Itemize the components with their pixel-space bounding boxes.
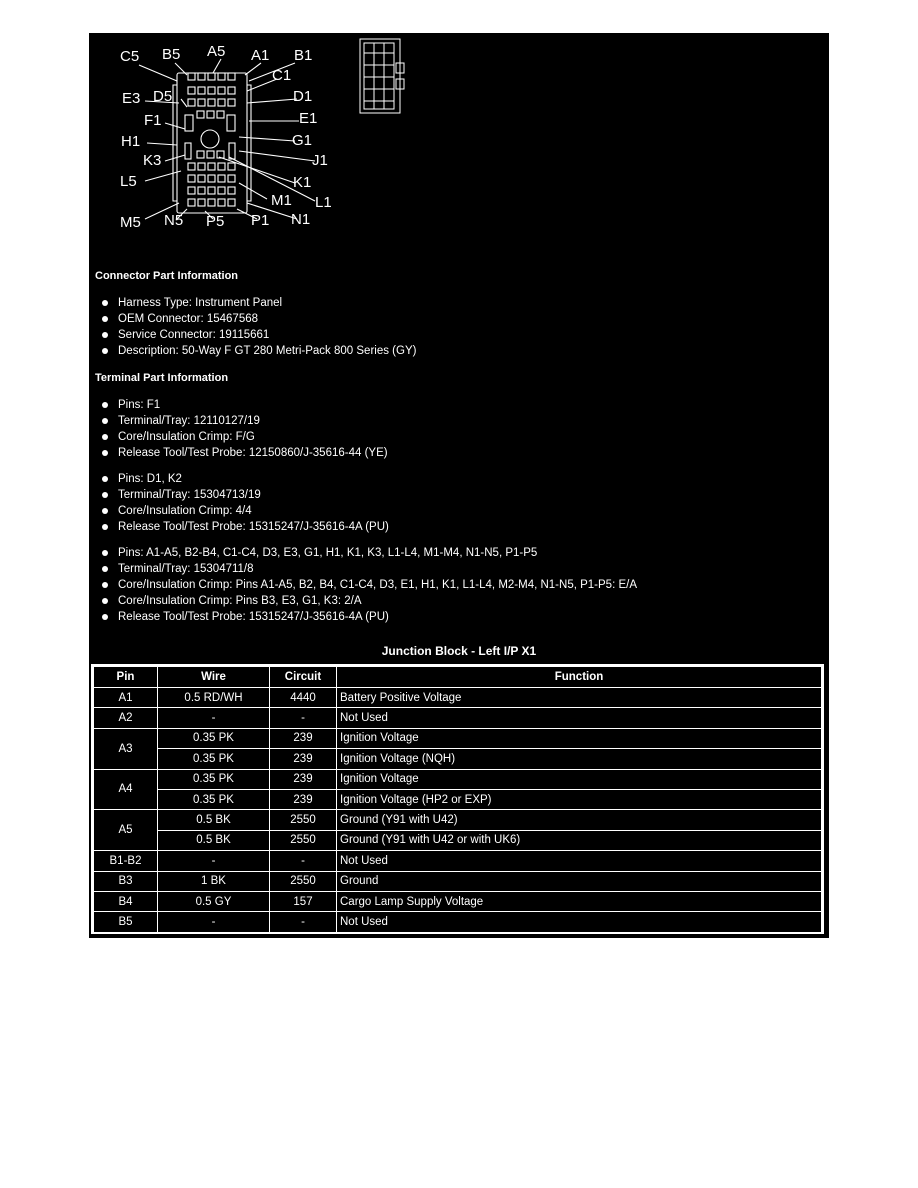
terminal-group-3: [89, 545, 637, 625]
pin-cavity: [218, 87, 225, 94]
cell-wire: -: [158, 851, 270, 871]
terminal-info-item: Core/Insulation Crimp: Pins B3, E3, G1, K3: 2/A: [89, 593, 637, 609]
pin-label: A1: [251, 47, 270, 64]
table-row: [94, 810, 822, 830]
pin-label: E3: [122, 90, 141, 107]
pin-label: G1: [292, 132, 313, 149]
pin-label: K3: [143, 152, 162, 169]
cell-function: Ground (Y91 with U42): [337, 810, 822, 830]
pin-label: M5: [120, 214, 141, 231]
pin-label: A5: [207, 43, 226, 60]
cell-circuit: -: [270, 708, 337, 728]
pin-label: B1: [294, 47, 313, 64]
cell-function: Ignition Voltage (NQH): [337, 749, 822, 769]
terminal-group-2: [89, 471, 389, 535]
cell-wire: 0.5 RD/WH: [158, 688, 270, 708]
pin-cavity: [228, 99, 235, 106]
connector-part-info-list: [89, 295, 416, 359]
cell-circuit: 2550: [270, 810, 337, 830]
pin-label: B5: [162, 46, 181, 63]
pin-cavity: [198, 73, 205, 80]
cell-pin: B1-B2: [94, 851, 158, 871]
header-wire: Wire: [158, 667, 270, 688]
pin-cavity: [228, 87, 235, 94]
cell-wire: 0.5 BK: [158, 830, 270, 850]
cell-function: Ignition Voltage (HP2 or EXP): [337, 789, 822, 809]
pin-label: F1: [144, 112, 162, 129]
pin-cavity: [208, 73, 215, 80]
cell-circuit: 239: [270, 749, 337, 769]
pin-cavity: [217, 111, 224, 118]
terminal-info-item: Pins: A1-A5, B2-B4, C1-C4, D3, E3, G1, H1, K1, K3, L1-L4, M1-M4, N1-N5, P1-P5: [89, 545, 637, 561]
pin-label: E1: [299, 110, 318, 127]
pin-label: K1: [293, 174, 312, 191]
pin-cavity: [218, 199, 225, 206]
pin-cavity: [228, 73, 235, 80]
table-row: [94, 769, 822, 789]
terminal-info-item: Pins: D1, K2: [89, 471, 389, 487]
table-row: [94, 912, 822, 932]
pin-label: L5: [120, 173, 137, 190]
connector-part-info-title: Connector Part Information: [95, 270, 239, 282]
pin-label: D1: [293, 88, 313, 105]
cell-function: Not Used: [337, 912, 822, 932]
cell-function: Ground: [337, 871, 822, 891]
pin-cavity: [228, 175, 235, 182]
table-row: [94, 871, 822, 891]
pin-label: J1: [312, 152, 328, 169]
pin-cavity: [198, 163, 205, 170]
cell-wire: -: [158, 708, 270, 728]
pin-cavity: [197, 151, 204, 158]
table-row: [94, 789, 822, 809]
cell-circuit: 2550: [270, 871, 337, 891]
terminal-info-item: Terminal/Tray: 15304711/8: [89, 561, 637, 577]
table-row: [94, 728, 822, 748]
document-panel: [89, 33, 829, 938]
connector-face-diagram: [89, 33, 829, 248]
cell-function: Battery Positive Voltage: [337, 688, 822, 708]
cell-circuit: 239: [270, 789, 337, 809]
cell-wire: 0.35 PK: [158, 749, 270, 769]
pin-cavity: [198, 175, 205, 182]
cell-pin: A5: [94, 810, 158, 851]
terminal-info-item: Core/Insulation Crimp: F/G: [89, 429, 388, 445]
terminal-info-item: Core/Insulation Crimp: 4/4: [89, 503, 389, 519]
pin-cavity: [188, 163, 195, 170]
pin-cavity: [218, 187, 225, 194]
pin-label: P1: [251, 212, 270, 229]
pin-label: P5: [206, 213, 225, 230]
pin-cavity: [198, 199, 205, 206]
pin-cavity: [208, 175, 215, 182]
cell-pin: B5: [94, 912, 158, 932]
pin-cavity: [228, 187, 235, 194]
cell-circuit: 4440: [270, 688, 337, 708]
pin-cavity: [198, 187, 205, 194]
pin-cavity: [188, 73, 195, 80]
table-row: [94, 688, 822, 708]
connector-info-item: OEM Connector: 15467568: [89, 311, 416, 327]
pin-label: L1: [315, 194, 332, 211]
pin-cavity: [207, 151, 214, 158]
table-row: [94, 830, 822, 850]
pin-cavity: [208, 187, 215, 194]
cell-wire: 1 BK: [158, 871, 270, 891]
pin-cavity: [218, 163, 225, 170]
cell-circuit: 2550: [270, 830, 337, 850]
pin-cavity: [208, 199, 215, 206]
pin-label: M1: [271, 192, 292, 209]
terminal-info-item: Terminal/Tray: 15304713/19: [89, 487, 389, 503]
cell-pin: A2: [94, 708, 158, 728]
cell-wire: 0.5 BK: [158, 810, 270, 830]
cell-wire: -: [158, 912, 270, 932]
cell-circuit: 157: [270, 891, 337, 911]
table-row: [94, 851, 822, 871]
header-function: Function: [337, 667, 822, 688]
table-row: [94, 749, 822, 769]
pin-cavity: [208, 99, 215, 106]
pin-cavity: [228, 199, 235, 206]
cell-pin: B3: [94, 871, 158, 891]
pin-cavity: [228, 163, 235, 170]
cell-wire: 0.35 PK: [158, 789, 270, 809]
pin-cavity: [188, 99, 195, 106]
terminal-info-item: Release Tool/Test Probe: 12150860/J-35616-44 (YE): [89, 445, 388, 461]
pin-cavity: [208, 163, 215, 170]
pin-cavity: [188, 199, 195, 206]
cell-pin: A3: [94, 728, 158, 769]
pin-cavity: [198, 87, 205, 94]
pin-cavity: [218, 175, 225, 182]
pin-cavity: [197, 111, 204, 118]
pin-cavity: [188, 87, 195, 94]
cell-circuit: 239: [270, 728, 337, 748]
pin-cavity: [188, 187, 195, 194]
cell-pin: B4: [94, 891, 158, 911]
terminal-info-item: Core/Insulation Crimp: Pins A1-A5, B2, B4, C1-C4, D3, E1, H1, K1, L1-L4, M2-M4, N1-N5, P1-P5: E/A: [89, 577, 637, 593]
cell-wire: 0.5 GY: [158, 891, 270, 911]
pin-label: C5: [120, 48, 140, 65]
pin-label: C1: [272, 67, 292, 84]
connector-info-item: Service Connector: 19115661: [89, 327, 416, 343]
connector-info-item: Harness Type: Instrument Panel: [89, 295, 416, 311]
pin-label: N5: [164, 212, 184, 229]
cell-function: Ignition Voltage: [337, 728, 822, 748]
cell-circuit: -: [270, 912, 337, 932]
table-row: [94, 891, 822, 911]
pinout-table: [91, 664, 824, 934]
cell-function: Not Used: [337, 708, 822, 728]
cell-function: Cargo Lamp Supply Voltage: [337, 891, 822, 911]
terminal-info-item: Terminal/Tray: 12110127/19: [89, 413, 388, 429]
pin-cavity: [218, 73, 225, 80]
cell-circuit: -: [270, 851, 337, 871]
terminal-group-1: [89, 397, 388, 461]
connector-info-item: Description: 50-Way F GT 280 Metri-Pack 800 Series (GY): [89, 343, 416, 359]
header-pin: Pin: [94, 667, 158, 688]
cell-wire: 0.35 PK: [158, 728, 270, 748]
pin-cavity: [218, 99, 225, 106]
pin-cavity: [207, 111, 214, 118]
pin-cavity: [188, 175, 195, 182]
cell-wire: 0.35 PK: [158, 769, 270, 789]
pin-label: N1: [291, 211, 311, 228]
table-title: Junction Block - Left I/P X1: [381, 644, 537, 658]
cell-circuit: 239: [270, 769, 337, 789]
cell-function: Ground (Y91 with U42 or with UK6): [337, 830, 822, 850]
cell-function: Ignition Voltage: [337, 769, 822, 789]
terminal-part-info-title: Terminal Part Information: [95, 372, 229, 384]
cell-pin: A4: [94, 769, 158, 810]
pin-label: D5: [153, 88, 173, 105]
table-header-row: [94, 667, 822, 688]
pin-cavity: [198, 99, 205, 106]
cell-function: Not Used: [337, 851, 822, 871]
cell-pin: A1: [94, 688, 158, 708]
pin-cavity: [208, 87, 215, 94]
header-circuit: Circuit: [270, 667, 337, 688]
pin-label: H1: [121, 133, 141, 150]
terminal-info-item: Pins: F1: [89, 397, 388, 413]
table-row: [94, 708, 822, 728]
terminal-info-item: Release Tool/Test Probe: 15315247/J-35616-4A (PU): [89, 609, 637, 625]
terminal-info-item: Release Tool/Test Probe: 15315247/J-35616-4A (PU): [89, 519, 389, 535]
